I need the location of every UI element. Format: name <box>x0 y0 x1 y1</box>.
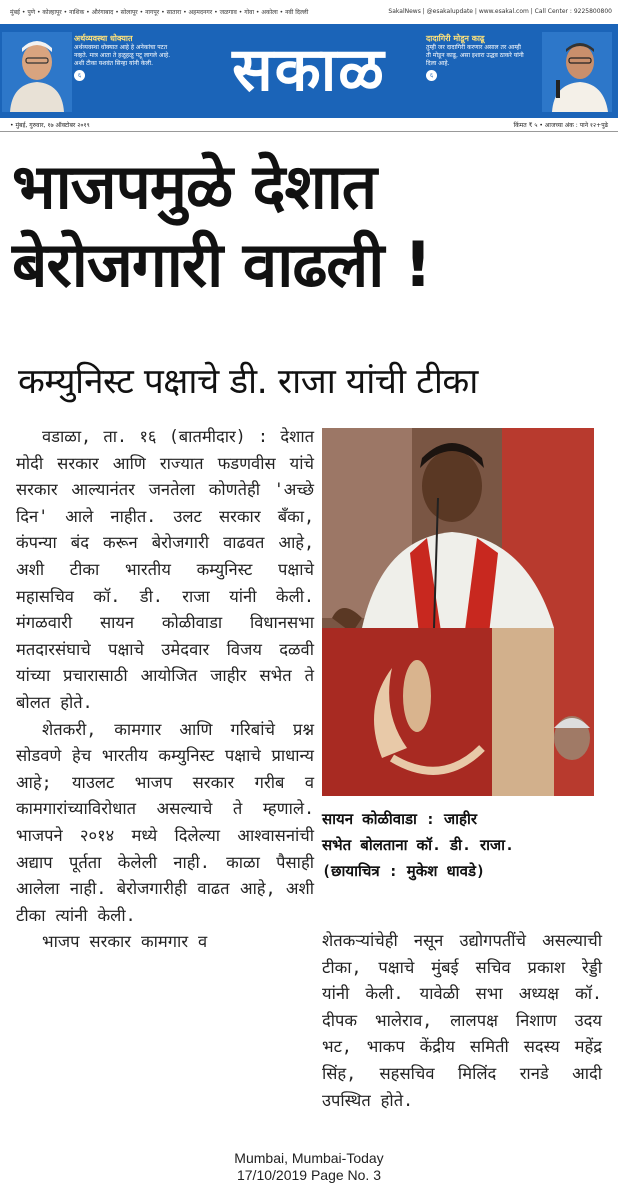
right-promo-page: ६ <box>426 70 437 81</box>
headline <box>12 148 606 304</box>
top-strip <box>0 0 618 24</box>
masthead <box>0 24 618 118</box>
caption-line-2: सभेत बोलताना कॉ. डी. राजा. <box>322 836 515 854</box>
price-pages: किंमत ₹ ५ • आजच्या अंक : पाने १२+पुढे <box>513 122 608 129</box>
footer-date-page: 17/10/2019 Page No. 3 <box>236 1167 381 1183</box>
subheadline: कम्युनिस्ट पक्षाचे डी. राजा यांची टीका <box>18 362 478 402</box>
speaker-photo <box>322 428 594 796</box>
left-promo-box <box>0 24 180 118</box>
footer-edition: Mumbai, Mumbai-Today <box>234 1150 384 1166</box>
photo-caption <box>322 806 594 884</box>
article-left-column <box>16 424 314 956</box>
edition-cities: मुंबई • पुणे • कोल्हापूर • नाशिक • औरंगाबाद • सोलापूर • नागपूर • सातारा • अहमदनगर • जळगाव • गोवा • अकोला • नवी दिल्ली <box>10 9 309 16</box>
article-right-column: शेतकऱ्यांचेही नसून उद्योगपतींचे असल्याची टीका, पक्षाचे मुंबई सचिव प्रकाश रेड्डी यांनी केली. यावेळी सभा अध्यक्ष कॉ. दीपक भालेराव, लालपक्ष निशाण उदय भट, भाकप केंद्रीय समिती सदस्य महेंद्र सिंह, सहसचिव मिलिंद रानडे आदी उपस्थित होते. <box>322 931 602 1110</box>
right-promo-text: तुम्ही जर दादागिरी करणार असाल तर आम्ही ती मोडून काढू, असा इशारा उद्धव ठाकरे यांनी दिला आहे. <box>426 44 524 67</box>
article-paragraph-2: शेतकरी, कामगार आणि गरिबांचे प्रश्न सोडवणे हेच भारतीय कम्युनिस्ट पक्षाचे प्राधान्य आहे; याउलट भाजप सरकार गरीब व कामगारांच्याविरोधात असल्याचे ते म्हणाले. भाजपने २०१४ मध्ये दिलेल्या आश्वासनांची अद्याप पूर्तता केलेली नाही. काळा पैसाही आलेला नाही. बेरोजगारीही वाढत आहे, अशी टीका त्यांनी केली. <box>16 719 314 925</box>
clipping-footer <box>180 1150 438 1184</box>
left-promo-page: ६ <box>74 70 85 81</box>
left-promo-title: अर्थव्यवस्था धोक्यात <box>74 34 133 43</box>
left-promo-text: अर्थव्यवस्था धोक्यात आहे हे अनेकांचा पटत नव्हते. मात्र आता ते हळूहळू पटू लागले आहे. अशी टीका यशवंत सिन्हा यांनी केली. <box>74 44 171 67</box>
caption-line-1: सायन कोळीवाडा : जाहीर <box>322 810 477 828</box>
right-promo-title: दादागिरी मोडून काढू <box>426 34 485 43</box>
contact-info: SakalNews | @esakalupdate | www.esakal.com | Call Center : 9225800800 <box>388 8 612 15</box>
article-paragraph-1: वडाळा, ता. १६ (बातमीदार) : देशात मोदी सरकार आणि राज्यात फडणवीस यांचे सरकार आल्यानंतर जनतेला कोणतेही 'अच्छे दिन' आले नाहीत. उलट सरकार बँका, कंपन्या बंद करून बेरोजगारी वाढवत आहे, अशी टीका भारतीय कम्युनिस्ट पक्षाचे महासचिव कॉ. डी. राजा यांनी केली. मंगळवारी सायन कोळीवाडा विधानसभा मतदारसंघाचे पक्षाचे उमेदवार विजय दळवी यांच्या प्रचारासाठी आयोजित जाहीर सभेत ते बोलत होते. <box>16 427 314 712</box>
left-promo <box>74 34 172 81</box>
right-promo-box <box>418 24 618 118</box>
portrait-left <box>2 32 72 112</box>
portrait-right <box>542 32 612 112</box>
headline-line-1: भाजपमुळे देशात <box>12 150 377 223</box>
article-paragraph-3: भाजप सरकार कामगार व <box>42 932 208 952</box>
issue-date: • मुंबई, गुरुवार, १७ ऑक्टोबर २०१९ <box>10 122 90 129</box>
headline-line-2: बेरोजगारी वाढली ! <box>12 228 432 301</box>
right-promo <box>426 34 524 81</box>
caption-credit: (छायाचित्र : मुकेश धावडे) <box>322 862 486 880</box>
dateline <box>0 118 618 132</box>
newspaper-logo: सकाळ <box>232 35 386 105</box>
